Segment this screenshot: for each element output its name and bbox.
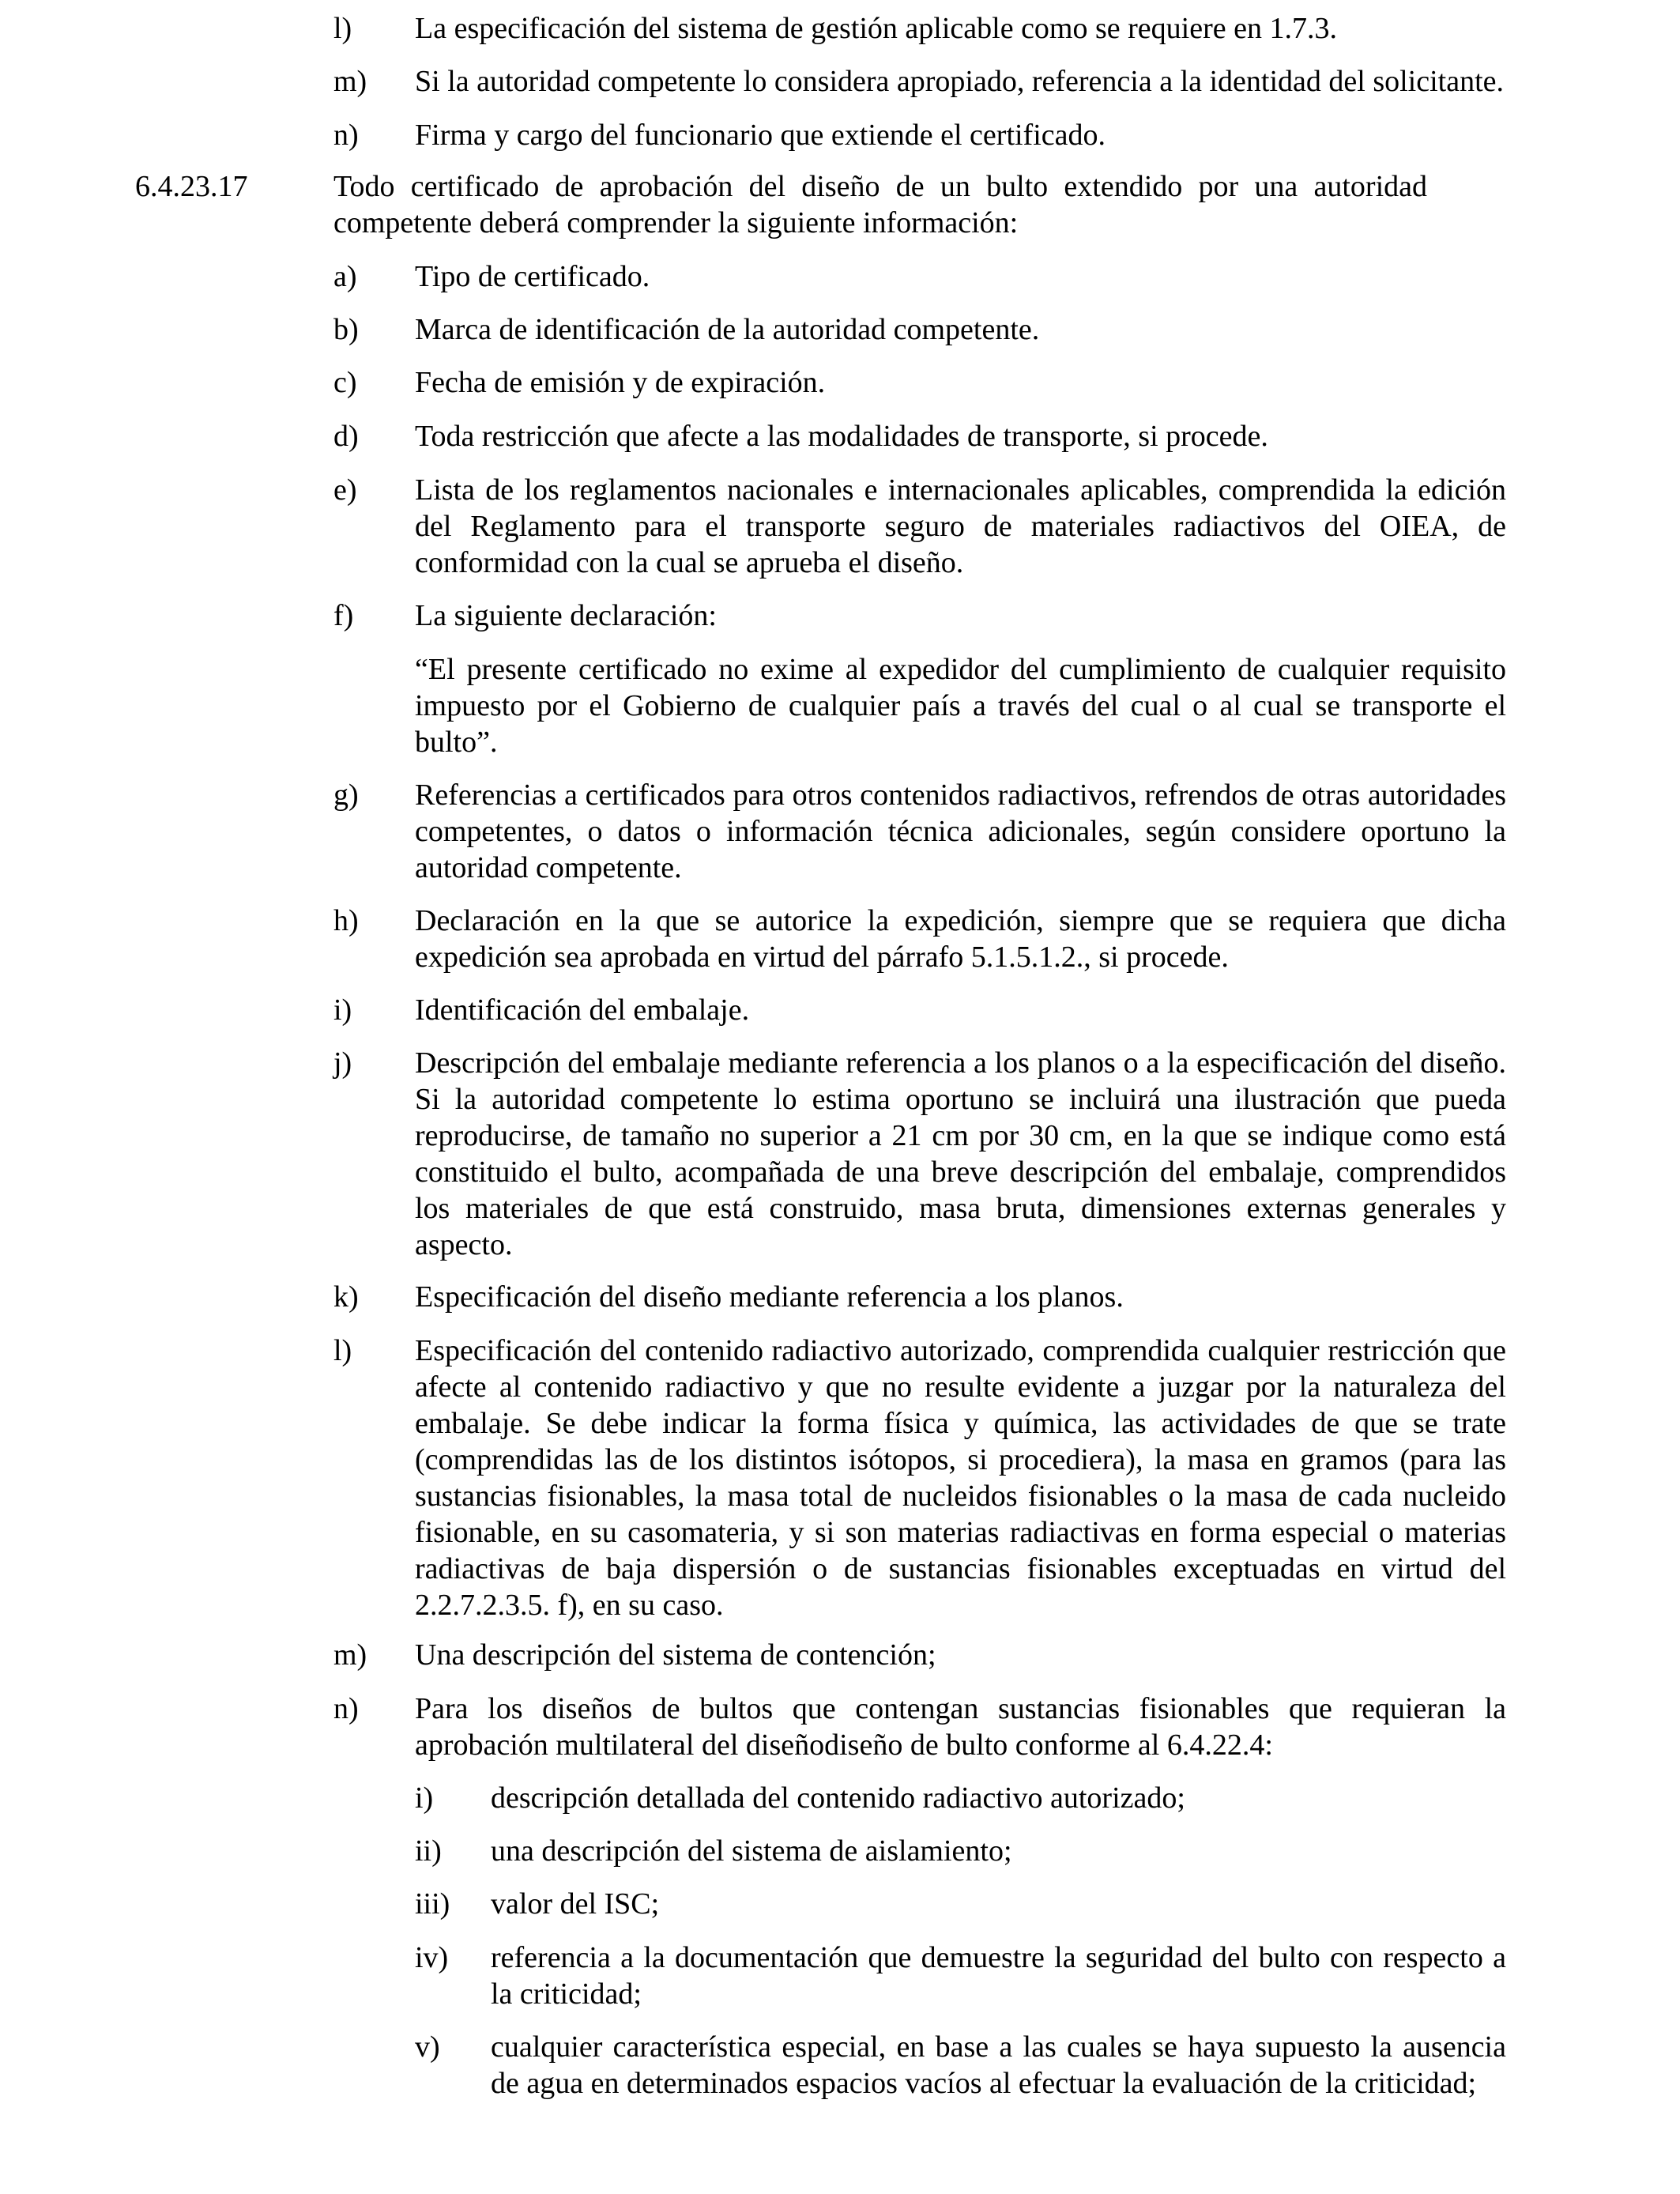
item-label: h) [333, 904, 359, 937]
subitem-label: iv) [415, 1941, 449, 1974]
declaration-quote: “El presente certificado no exime al expedidor del cumplimiento de cualquier requisito impuesto por el Gobierno de cualquier país a través del cual o al cual se transporte el bulto”. [415, 653, 1506, 759]
subitem-text: una descripción del sistema de aislamiento; [491, 1834, 1012, 1868]
item-label: l) [333, 12, 352, 45]
subitem-label: iii) [415, 1887, 450, 1921]
item-text: Una descripción del sistema de contención; [415, 1638, 936, 1672]
item-text: Especificación del contenido radiactivo autorizado, comprendida cualquier restricción que afecte al contenido radiactivo y que no resulte evidente a juzgar por la naturaleza del embalaje. Se debe indicar la forma física y química, las actividades de que se trate (comprendidas las de los distintos isótopos, si procediera), la masa en gramos (para las sustancias fisionables, la masa total de nucleidos fisionables o la masa de cada nucleido fisionable, en su casomateria, y si son materias radiactivas en forma especial o materias radiactivas de baja dispersión o de sustancias fisionables exceptuadas en virtud del 2.2.7.2.3.5. f), en su caso. [415, 1334, 1506, 1622]
item-text: Lista de los reglamentos nacionales e internacionales aplicables, comprendida la edición del Reglamento para el transporte seguro de materiales radiactivos del OIEA, de conformidad con la cual se aprueba el diseño. [415, 473, 1506, 579]
item-label: k) [333, 1280, 359, 1314]
item-text: Referencias a certificados para otros contenidos radiactivos, refrendos de otras autoridades competentes, o datos o información técnica adicionales, según considere oportuno la autoridad competente. [415, 778, 1506, 884]
item-text: Fecha de emisión y de expiración. [415, 366, 826, 399]
subitem-text: descripción detallada del contenido radiactivo autorizado; [491, 1781, 1185, 1815]
item-label: e) [333, 473, 357, 507]
item-text: Si la autoridad competente lo considera apropiado, referencia a la identidad del solicitante. [415, 65, 1505, 98]
item-label: f) [333, 599, 354, 632]
subitem-label: ii) [415, 1834, 442, 1868]
item-text: Descripción del embalaje mediante referencia a los planos o a la especificación del diseño. Si la autoridad competente lo estima oportuno se incluirá una ilustración que pueda reproducirse, de tamaño no superior a 21 cm por 30 cm, en la que se indique como está constituido el bulto, acompañada de una breve descripción del embalaje, comprendidos los materiales de que está construido, masa bruta, dimensiones externas generales y aspecto. [415, 1046, 1506, 1261]
item-text: La siguiente declaración: [415, 599, 717, 632]
item-label: j) [333, 1046, 352, 1080]
item-label: c) [333, 366, 357, 399]
item-label: b) [333, 313, 359, 346]
item-text: Toda restricción que afecte a las modalidades de transporte, si procede. [415, 420, 1268, 453]
section-intro: Todo certificado de aprobación del diseño de un bulto extendido por una autoridad competente deberá comprender la siguiente información: [333, 170, 1427, 239]
item-text: Tipo de certificado. [415, 260, 650, 293]
item-text: Especificación del diseño mediante referencia a los planos. [415, 1280, 1124, 1314]
item-label: n) [333, 119, 359, 152]
item-label: a) [333, 260, 357, 293]
item-label: n) [333, 1692, 359, 1725]
subitem-label: i) [415, 1781, 434, 1815]
item-label: d) [333, 420, 359, 453]
item-text: La especificación del sistema de gestión aplicable como se requiere en 1.7.3. [415, 12, 1337, 45]
subitem-text: valor del ISC; [491, 1887, 660, 1921]
item-text: Declaración en la que se autorice la expedición, siempre que se requiera que dicha expedición sea aprobada en virtud del párrafo 5.1.5.1.2., si procede. [415, 904, 1506, 974]
item-text: Firma y cargo del funcionario que extiende el certificado. [415, 119, 1106, 152]
subitem-text: cualquier característica especial, en base a las cuales se haya supuesto la ausencia de agua en determinados espacios vacíos al efectuar la evaluación de la criticidad; [491, 2030, 1506, 2100]
item-text: Marca de identificación de la autoridad competente. [415, 313, 1040, 346]
subitem-label: v) [415, 2030, 440, 2064]
section-number: 6.4.23.17 [135, 170, 248, 203]
item-label: m) [333, 65, 367, 98]
item-label: g) [333, 778, 359, 812]
item-text: Identificación del embalaje. [415, 993, 750, 1027]
item-label: l) [333, 1334, 352, 1367]
item-label: m) [333, 1638, 367, 1672]
item-label: i) [333, 993, 352, 1027]
item-text: Para los diseños de bultos que contengan sustancias fisionables que requieran la aprobación multilateral del diseñodiseño de bulto conforme al 6.4.22.4: [415, 1692, 1506, 1762]
subitem-text: referencia a la documentación que demuestre la seguridad del bulto con respecto a la criticidad; [491, 1941, 1506, 2011]
